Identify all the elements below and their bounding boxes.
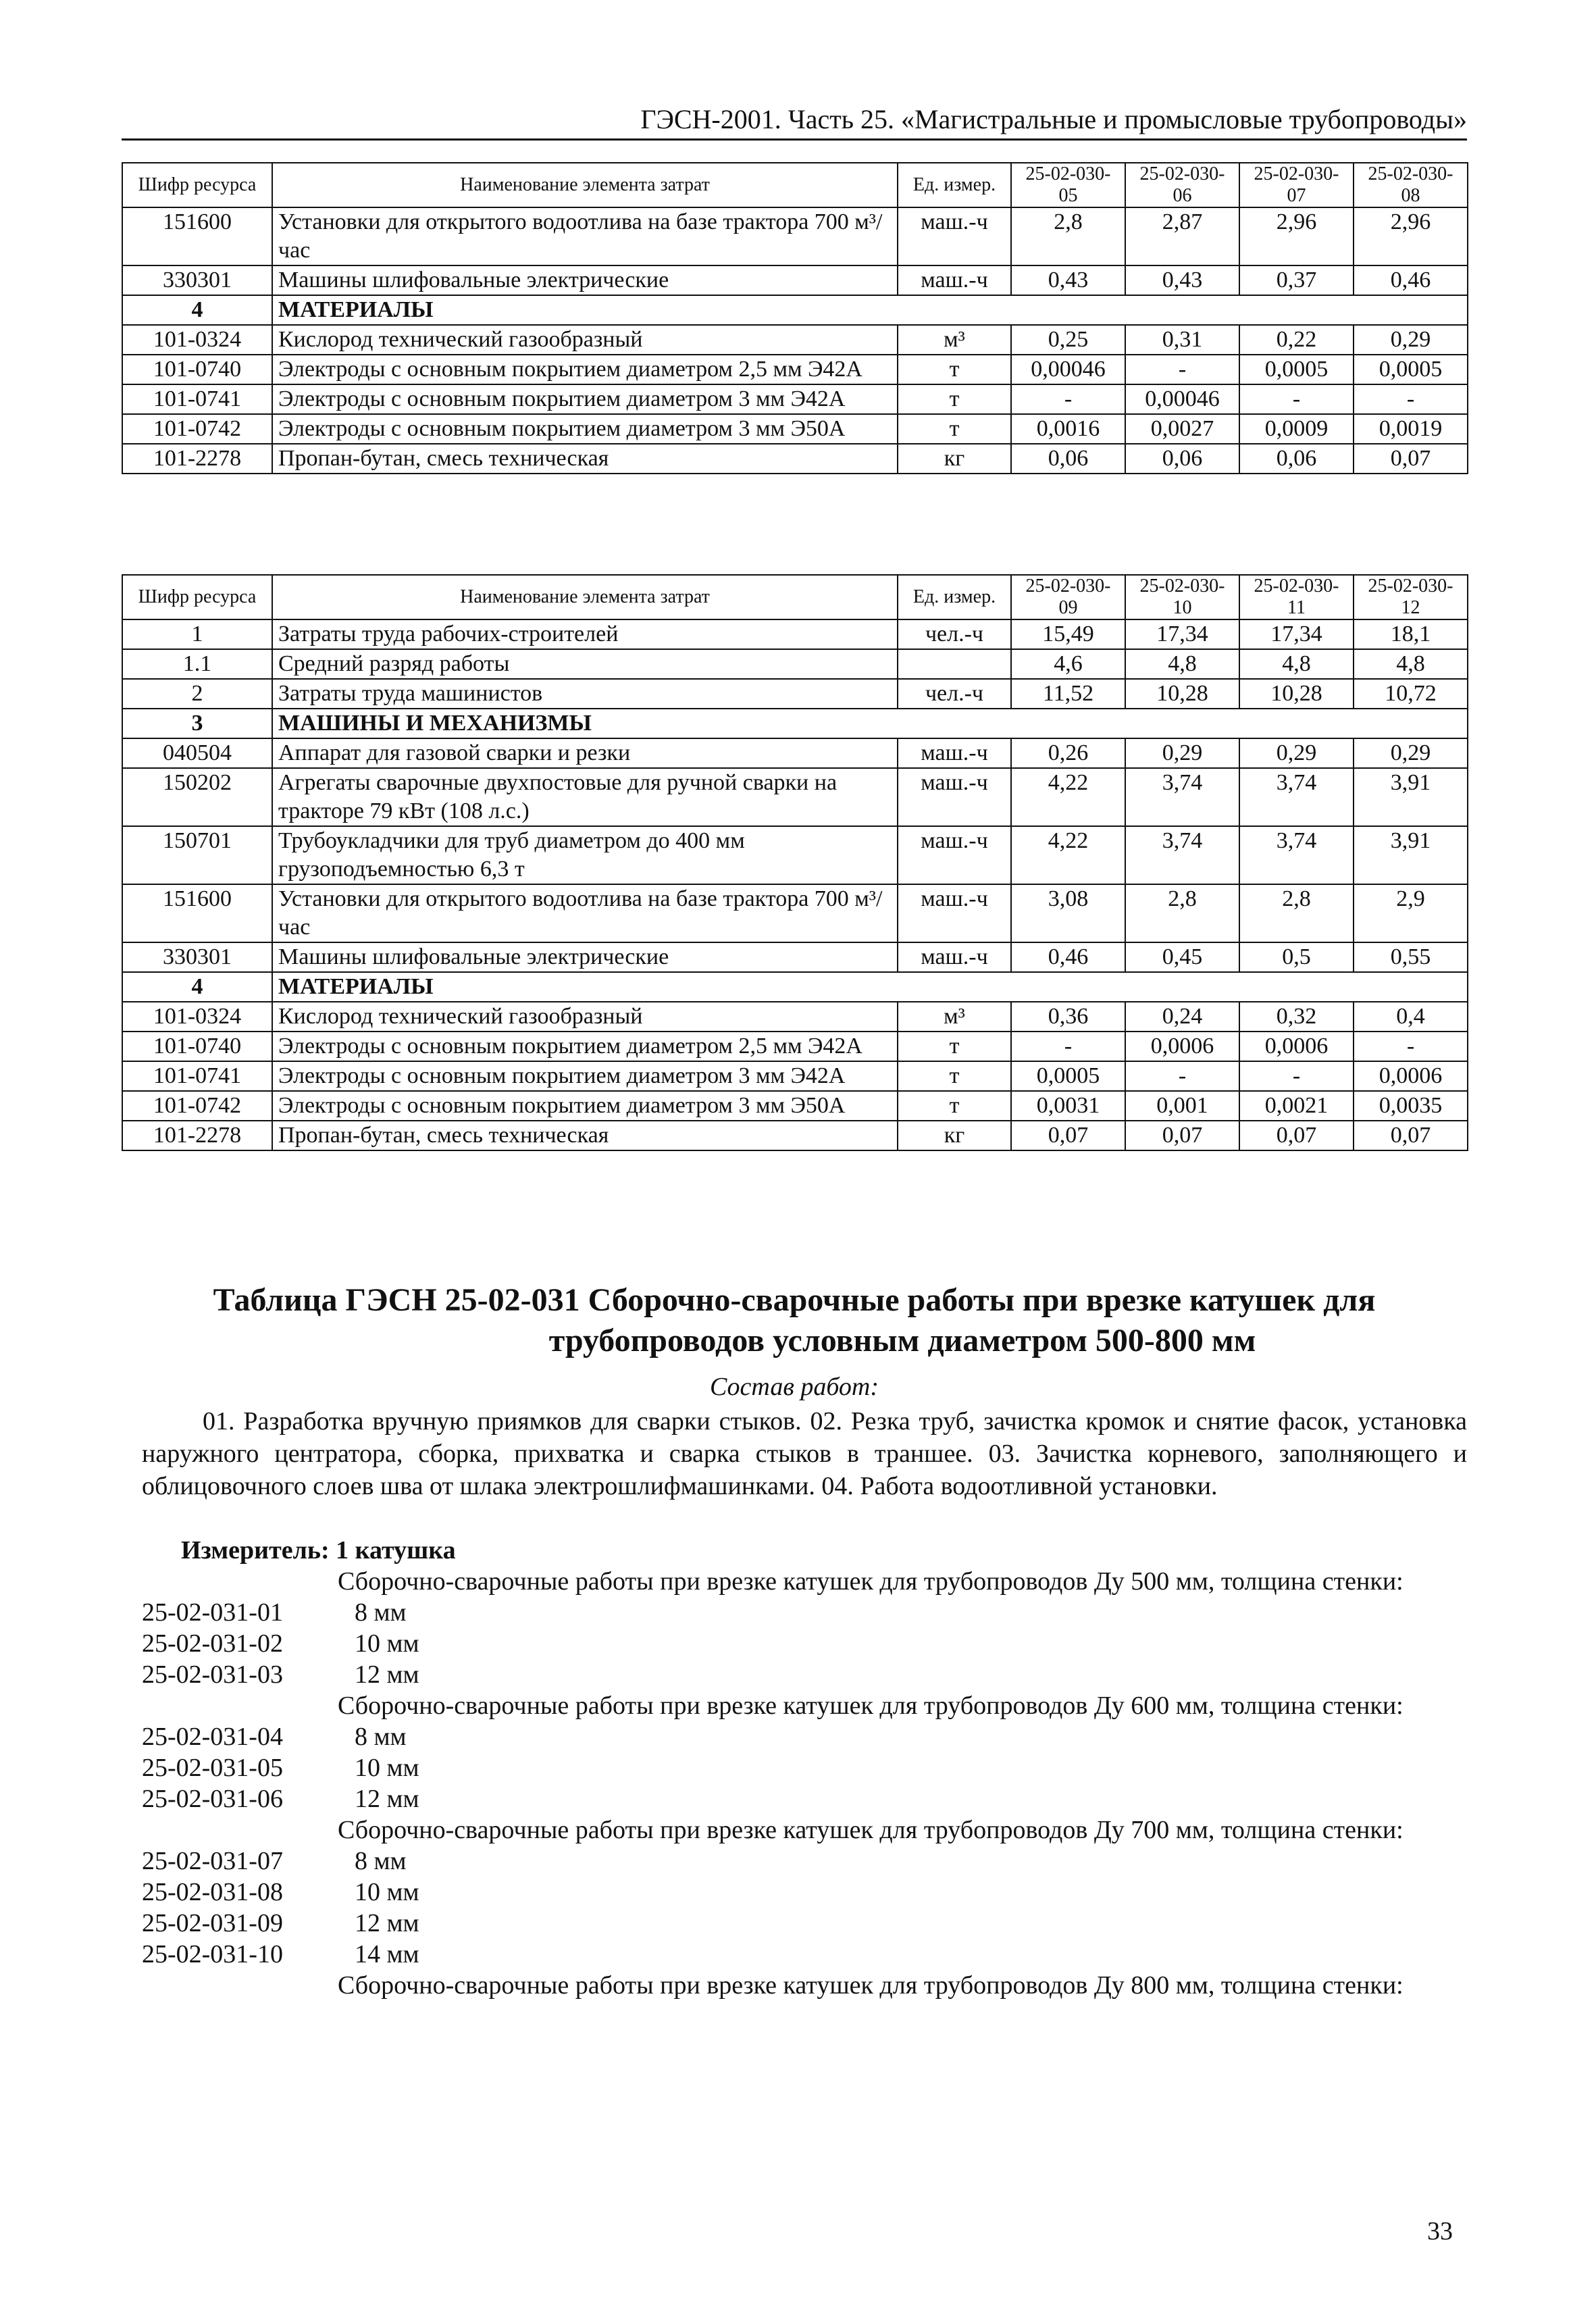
resource-code: 151600 (122, 207, 272, 265)
value-cell: - (1011, 1032, 1125, 1061)
column-header: 25-02-030-06 (1125, 163, 1239, 207)
value-cell: - (1125, 1061, 1239, 1091)
norm-code: 25-02-031-09 (142, 1909, 283, 1937)
norm-description: 8 мм (355, 1847, 407, 1875)
resource-code: 040504 (122, 738, 272, 768)
table-row (122, 942, 1468, 972)
cost-element-name: Установки для открытого водоотлива на базе трактора 700 м³/час (272, 207, 898, 265)
norm-description: 12 мм (355, 1785, 419, 1813)
group-heading (142, 1690, 1467, 1721)
value-cell: 0,07 (1239, 1121, 1354, 1150)
column-header: 25-02-030-05 (1011, 163, 1125, 207)
value-cell: 17,34 (1239, 619, 1354, 649)
cost-element-name: Затраты труда машинистов (272, 679, 898, 709)
resource-code: 101-0741 (122, 1061, 272, 1091)
value-cell: 2,8 (1125, 884, 1239, 942)
column-header: 25-02-030-12 (1354, 575, 1468, 619)
table-row (122, 884, 1468, 942)
table-header-row (122, 163, 1468, 207)
norm-description: 8 мм (355, 1723, 407, 1751)
cost-element-name: Затраты труда рабочих-строителей (272, 619, 898, 649)
unit-cell: маш.-ч (898, 207, 1011, 265)
cost-element-name: Электроды с основным покрытием диаметром 2,5 мм Э42А (272, 355, 898, 384)
value-cell: 0,06 (1011, 444, 1125, 474)
cost-element-name: Электроды с основным покрытием диаметром 3 мм Э50А (272, 1091, 898, 1121)
section-name: МАШИНЫ И МЕХАНИЗМЫ (272, 709, 1468, 738)
cost-element-name: Средний разряд работы (272, 649, 898, 679)
composition-text: 01. Разработка вручную приямков для сварки стыков. 02. Резка труб, зачистка кромок и снятие фасок, установка наружного центратора, сборка, прихватка и сварка стыков в траншее. 03. Зачистка корневого, заполняющего и облицовочного слоев шва от шлака электрошлифмашинками. 04. Работа водоотливной установки. (142, 1407, 1467, 1500)
value-cell: 0,0035 (1354, 1091, 1468, 1121)
composition-label: Состав работ: (709, 1373, 879, 1401)
value-cell: 0,0021 (1239, 1091, 1354, 1121)
norm-code: 25-02-031-07 (142, 1847, 283, 1875)
resource-code: 150701 (122, 826, 272, 884)
value-cell: 0,29 (1239, 738, 1354, 768)
value-cell: 0,0031 (1011, 1091, 1125, 1121)
value-cell: 0,36 (1011, 1002, 1125, 1032)
unit-cell: маш.-ч (898, 768, 1011, 826)
value-cell: 11,52 (1011, 679, 1125, 709)
cost-element-name: Агрегаты сварочные двухпостовые для ручной сварки на тракторе 79 кВт (108 л.с.) (272, 768, 898, 826)
unit-cell: т (898, 1061, 1011, 1091)
norm-code: 25-02-031-04 (142, 1723, 283, 1751)
unit-cell: м³ (898, 325, 1011, 355)
resource-code: 101-0324 (122, 325, 272, 355)
norm-description: Сборочно-сварочные работы при врезке катушек для трубопроводов Ду 500 мм, толщина стенки: (338, 1567, 1404, 1596)
running-header: ГЭСН-2001. Часть 25. «Магистральные и промысловые трубопроводы» (640, 104, 1467, 134)
value-cell: 0,55 (1354, 942, 1468, 972)
value-cell: 3,91 (1354, 768, 1468, 826)
column-header: 25-02-030-11 (1239, 575, 1354, 619)
unit-cell: маш.-ч (898, 265, 1011, 295)
value-cell: 0,00046 (1011, 355, 1125, 384)
value-cell: 3,74 (1239, 826, 1354, 884)
value-cell: - (1011, 384, 1125, 414)
value-cell: 10,28 (1239, 679, 1354, 709)
value-cell: 0,25 (1011, 325, 1125, 355)
resource-table-2 (122, 574, 1468, 1151)
resource-code: 4 (122, 972, 272, 1002)
table-row (122, 444, 1468, 474)
norm-description: 10 мм (355, 1878, 419, 1906)
section-title (122, 1280, 1467, 1361)
unit-cell: чел.-ч (898, 679, 1011, 709)
value-cell: 10,28 (1125, 679, 1239, 709)
list-item (142, 1908, 1467, 1939)
value-cell: 0,0005 (1239, 355, 1354, 384)
cost-element-name: Электроды с основным покрытием диаметром 3 мм Э42А (272, 384, 898, 414)
value-cell: 0,0027 (1125, 414, 1239, 444)
table-row (122, 384, 1468, 414)
resource-code: 330301 (122, 942, 272, 972)
column-header: Ед. измер. (898, 163, 1011, 207)
resource-code: 101-2278 (122, 1121, 272, 1150)
list-item (142, 1659, 1467, 1690)
value-cell: 0,07 (1125, 1121, 1239, 1150)
norm-description: Сборочно-сварочные работы при врезке катушек для трубопроводов Ду 700 мм, толщина стенки: (338, 1816, 1404, 1844)
value-cell: 0,29 (1125, 738, 1239, 768)
norm-code-list (142, 1566, 1467, 2001)
table-row (122, 1002, 1468, 1032)
unit-cell: т (898, 414, 1011, 444)
column-header: Шифр ресурса (122, 163, 272, 207)
table-row (122, 768, 1468, 826)
value-cell: 0,46 (1354, 265, 1468, 295)
column-header: Наименование элемента затрат (272, 163, 898, 207)
value-cell: 3,74 (1125, 768, 1239, 826)
value-cell: 18,1 (1354, 619, 1468, 649)
cost-element-name: Пропан-бутан, смесь техническая (272, 1121, 898, 1150)
value-cell: 4,22 (1011, 768, 1125, 826)
value-cell: 2,8 (1239, 884, 1354, 942)
unit-cell (898, 649, 1011, 679)
value-cell: 0,07 (1011, 1121, 1125, 1150)
value-cell: 4,6 (1011, 649, 1125, 679)
group-heading (142, 1970, 1467, 2001)
value-cell: 3,08 (1011, 884, 1125, 942)
value-cell: 10,72 (1354, 679, 1468, 709)
value-cell: 4,22 (1011, 826, 1125, 884)
cost-element-name: Электроды с основным покрытием диаметром 3 мм Э42А (272, 1061, 898, 1091)
list-item (142, 1752, 1467, 1783)
norm-code: 25-02-031-01 (142, 1598, 283, 1627)
resource-table-1 (122, 162, 1468, 474)
cost-element-name: Электроды с основным покрытием диаметром 2,5 мм Э42А (272, 1032, 898, 1061)
table-row (122, 355, 1468, 384)
page-number: 33 (1427, 2217, 1453, 2245)
value-cell: 0,31 (1125, 325, 1239, 355)
cost-element-name: Кислород технический газообразный (272, 1002, 898, 1032)
value-cell: 3,91 (1354, 826, 1468, 884)
value-cell: 0,5 (1239, 942, 1354, 972)
table-header-row (122, 575, 1468, 619)
unit-cell: маш.-ч (898, 942, 1011, 972)
cost-element-name: Аппарат для газовой сварки и резки (272, 738, 898, 768)
unit-cell: маш.-ч (898, 826, 1011, 884)
norm-description: Сборочно-сварочные работы при врезке катушек для трубопроводов Ду 800 мм, толщина стенки: (338, 1971, 1404, 2000)
unit-cell: кг (898, 444, 1011, 474)
value-cell: 0,29 (1354, 738, 1468, 768)
resource-code: 1 (122, 619, 272, 649)
measure-unit: Измеритель: 1 катушка (181, 1536, 456, 1565)
norm-code: 25-02-031-06 (142, 1785, 283, 1813)
table-row (122, 265, 1468, 295)
column-header: 25-02-030-10 (1125, 575, 1239, 619)
table-row (122, 1061, 1468, 1091)
value-cell: 0,43 (1011, 265, 1125, 295)
section-name: МАТЕРИАЛЫ (272, 295, 1468, 325)
section-name: МАТЕРИАЛЫ (272, 972, 1468, 1002)
header-rule (122, 138, 1467, 141)
value-cell: 4,8 (1125, 649, 1239, 679)
unit-cell: т (898, 384, 1011, 414)
column-header: 25-02-030-07 (1239, 163, 1354, 207)
section-title-line-2: трубопроводов условным диаметром 500-800 мм (548, 1323, 1256, 1358)
value-cell: 0,29 (1354, 325, 1468, 355)
cost-element-name: Кислород технический газообразный (272, 325, 898, 355)
unit-cell: т (898, 355, 1011, 384)
value-cell: - (1354, 1032, 1468, 1061)
column-header: 25-02-030-09 (1011, 575, 1125, 619)
list-item (142, 1939, 1467, 1970)
value-cell: 0,0019 (1354, 414, 1468, 444)
table-row (122, 207, 1468, 265)
value-cell: 4,8 (1354, 649, 1468, 679)
value-cell: 0,22 (1239, 325, 1354, 355)
section-row (122, 972, 1468, 1002)
resource-code: 151600 (122, 884, 272, 942)
value-cell: 2,8 (1011, 207, 1125, 265)
value-cell: 3,74 (1125, 826, 1239, 884)
value-cell: 0,0016 (1011, 414, 1125, 444)
column-header: Шифр ресурса (122, 575, 272, 619)
list-item (142, 1721, 1467, 1752)
cost-element-name: Машины шлифовальные электрические (272, 265, 898, 295)
column-header: 25-02-030-08 (1354, 163, 1468, 207)
resource-code: 101-0740 (122, 1032, 272, 1061)
value-cell: - (1239, 384, 1354, 414)
value-cell: 4,8 (1239, 649, 1354, 679)
table-row (122, 1032, 1468, 1061)
table-row (122, 619, 1468, 649)
resource-code: 101-0741 (122, 384, 272, 414)
value-cell: 0,06 (1125, 444, 1239, 474)
table-row (122, 826, 1468, 884)
resource-code: 4 (122, 295, 272, 325)
value-cell: 2,87 (1125, 207, 1239, 265)
value-cell: 0,0006 (1239, 1032, 1354, 1061)
table-row (122, 414, 1468, 444)
unit-cell: кг (898, 1121, 1011, 1150)
value-cell: 0,0009 (1239, 414, 1354, 444)
table-row (122, 738, 1468, 768)
value-cell: - (1354, 384, 1468, 414)
norm-code: 25-02-031-02 (142, 1629, 283, 1658)
norm-description: 8 мм (355, 1598, 407, 1627)
value-cell: - (1125, 355, 1239, 384)
resource-code: 101-0324 (122, 1002, 272, 1032)
group-heading (142, 1814, 1467, 1846)
unit-cell: чел.-ч (898, 619, 1011, 649)
list-item (142, 1628, 1467, 1659)
value-cell: 0,07 (1354, 1121, 1468, 1150)
resource-code: 3 (122, 709, 272, 738)
resource-code: 101-0740 (122, 355, 272, 384)
resource-code: 2 (122, 679, 272, 709)
value-cell: 0,0005 (1354, 355, 1468, 384)
value-cell: 0,32 (1239, 1002, 1354, 1032)
value-cell: 0,26 (1011, 738, 1125, 768)
cost-element-name: Трубоукладчики для труб диаметром до 400 мм грузоподъемностью 6,3 т (272, 826, 898, 884)
value-cell: 2,96 (1239, 207, 1354, 265)
table-row (122, 1121, 1468, 1150)
resource-code: 101-0742 (122, 414, 272, 444)
table-row (122, 679, 1468, 709)
norm-code: 25-02-031-03 (142, 1660, 283, 1689)
norm-description: 14 мм (355, 1940, 419, 1968)
unit-cell: м³ (898, 1002, 1011, 1032)
norm-code: 25-02-031-10 (142, 1940, 283, 1968)
resource-code: 101-2278 (122, 444, 272, 474)
column-header: Наименование элемента затрат (272, 575, 898, 619)
value-cell: 2,96 (1354, 207, 1468, 265)
value-cell: 15,49 (1011, 619, 1125, 649)
norm-description: Сборочно-сварочные работы при врезке катушек для трубопроводов Ду 600 мм, толщина стенки: (338, 1692, 1404, 1720)
list-item (142, 1846, 1467, 1877)
unit-cell: маш.-ч (898, 738, 1011, 768)
section-row (122, 295, 1468, 325)
section-row (122, 709, 1468, 738)
value-cell: 17,34 (1125, 619, 1239, 649)
cost-element-name: Машины шлифовальные электрические (272, 942, 898, 972)
value-cell: 0,0006 (1354, 1061, 1468, 1091)
value-cell: 0,37 (1239, 265, 1354, 295)
norm-description: 10 мм (355, 1754, 419, 1782)
cost-element-name: Установки для открытого водоотлива на базе трактора 700 м³/час (272, 884, 898, 942)
norm-code: 25-02-031-08 (142, 1878, 283, 1906)
unit-cell: т (898, 1091, 1011, 1121)
unit-cell: маш.-ч (898, 884, 1011, 942)
group-heading (142, 1566, 1467, 1597)
table-row (122, 325, 1468, 355)
list-item (142, 1597, 1467, 1628)
value-cell: 0,0005 (1011, 1061, 1125, 1091)
column-header: Ед. измер. (898, 575, 1011, 619)
value-cell: 0,46 (1011, 942, 1125, 972)
list-item (142, 1783, 1467, 1814)
cost-element-name: Электроды с основным покрытием диаметром 3 мм Э50А (272, 414, 898, 444)
value-cell: 0,4 (1354, 1002, 1468, 1032)
value-cell: 3,74 (1239, 768, 1354, 826)
resource-code: 330301 (122, 265, 272, 295)
norm-description: 12 мм (355, 1660, 419, 1689)
norm-code: 25-02-031-05 (142, 1754, 283, 1782)
value-cell: 0,001 (1125, 1091, 1239, 1121)
value-cell: 0,24 (1125, 1002, 1239, 1032)
unit-cell: т (898, 1032, 1011, 1061)
norm-description: 12 мм (355, 1909, 419, 1937)
value-cell: 0,45 (1125, 942, 1239, 972)
table-row (122, 649, 1468, 679)
table-row (122, 1091, 1468, 1121)
section-title-line-1: Таблица ГЭСН 25-02-031 Сборочно-сварочные работы при врезке катушек для (213, 1282, 1376, 1318)
value-cell: 0,43 (1125, 265, 1239, 295)
value-cell: 0,06 (1239, 444, 1354, 474)
value-cell: 0,07 (1354, 444, 1468, 474)
value-cell: 0,00046 (1125, 384, 1239, 414)
resource-code: 150202 (122, 768, 272, 826)
resource-code: 101-0742 (122, 1091, 272, 1121)
norm-description: 10 мм (355, 1629, 419, 1658)
value-cell: 0,0006 (1125, 1032, 1239, 1061)
value-cell: 2,9 (1354, 884, 1468, 942)
list-item (142, 1877, 1467, 1908)
value-cell: - (1239, 1061, 1354, 1091)
resource-code: 1.1 (122, 649, 272, 679)
cost-element-name: Пропан-бутан, смесь техническая (272, 444, 898, 474)
